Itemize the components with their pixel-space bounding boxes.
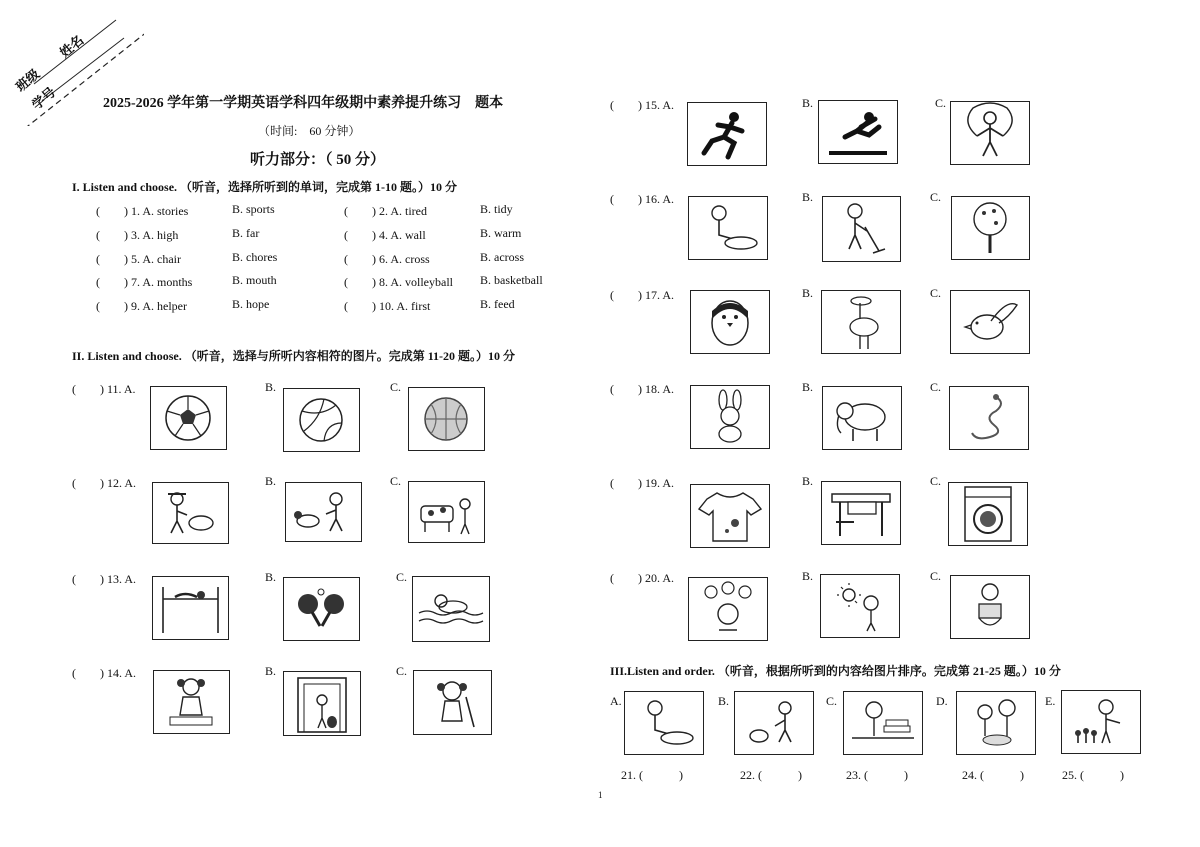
q2-option-b: B. tidy	[480, 202, 513, 216]
q17-image-a	[690, 290, 770, 354]
q11-image-b	[283, 388, 360, 452]
q20-label-c: C.	[930, 569, 942, 583]
q14-label-b: B.	[265, 664, 277, 678]
q15-image-a	[687, 102, 767, 166]
washing-machine-icon	[965, 487, 1011, 541]
q15-label-b: B.	[802, 96, 814, 110]
running-icon	[704, 112, 742, 157]
q2-option-a: ( ) 2. A. tired	[344, 204, 427, 218]
boy-feeding-dog-icon	[294, 493, 342, 531]
q10-option-a: ( ) 10. A. first	[344, 299, 431, 313]
order-letter-d: D.	[936, 694, 948, 708]
q16-label-c: C.	[930, 190, 942, 204]
q17-image-c	[950, 290, 1030, 354]
stamp-label-name: 姓名	[56, 32, 87, 61]
boy-feeding-cat-icon	[750, 702, 791, 742]
q19-label: ( ) 19. A.	[610, 476, 674, 490]
q5-option-a: ( ) 5. A. chair	[96, 252, 181, 266]
q20-image-a	[688, 577, 768, 641]
q19-image-c	[948, 482, 1028, 546]
q13-label-b: B.	[265, 570, 277, 584]
q12-image-c	[408, 481, 485, 543]
q16-image-c	[951, 196, 1030, 260]
q18-label-b: B.	[802, 380, 814, 394]
girl-feeding-pig-icon	[168, 493, 213, 533]
section1-heading: I. Listen and choose. （听音，选择所听到的单词，完成第 1-10 题。）10 分	[72, 180, 458, 194]
q17-image-b	[821, 290, 901, 354]
q17-label-b: B.	[802, 286, 814, 300]
q16-label-b: B.	[802, 190, 814, 204]
q17-label: ( ) 17. A.	[610, 288, 674, 302]
q20-image-b	[820, 574, 900, 638]
order-letter-e: E.	[1045, 694, 1056, 708]
girl-sweeping-icon	[437, 682, 474, 727]
answer-21[interactable]: 21. ( )	[621, 768, 683, 782]
q20-label: ( ) 20. A.	[610, 571, 674, 585]
q8-option-a: ( ) 8. A. volleyball	[344, 275, 453, 289]
q6-option-b: B. across	[480, 250, 524, 264]
q9-option-a: ( ) 9. A. helper	[96, 299, 187, 313]
boy-reading-icon	[979, 584, 1001, 625]
q19-label-c: C.	[930, 474, 942, 488]
q18-image-a	[690, 385, 770, 449]
q1-option-b: B. sports	[232, 202, 275, 216]
section3-heading: III.Listen and order. （听音，根据所听到的内容给图片排序。完成第 21-25 题。）10 分	[610, 664, 1061, 678]
q16-image-b	[822, 196, 901, 262]
penguin-icon	[712, 301, 748, 345]
q19-label-b: B.	[802, 474, 814, 488]
order-image-b	[734, 691, 814, 755]
q12-label-b: B.	[265, 474, 277, 488]
long-jump-icon	[829, 112, 887, 155]
sunny-boy-icon	[837, 583, 878, 631]
q14-label-c: C.	[396, 664, 408, 678]
stamp-label-class: 班级	[12, 66, 43, 95]
q18-image-b	[822, 386, 902, 450]
order-image-c	[843, 691, 923, 755]
q20-label-b: B.	[802, 569, 814, 583]
order-image-e	[1061, 690, 1141, 754]
basketball-icon	[425, 398, 467, 440]
boy-washing-clothes-icon	[712, 206, 757, 249]
q7-option-a: ( ) 7. A. months	[96, 275, 193, 289]
q12-image-a	[152, 482, 229, 544]
q15-label-c: C.	[935, 96, 947, 110]
q8-option-b: B. basketball	[480, 273, 543, 287]
soccer-ball-icon	[166, 396, 210, 440]
q4-option-a: ( ) 4. A. wall	[344, 228, 426, 242]
q11-image-a	[150, 386, 227, 450]
q12-label: ( ) 12. A.	[72, 476, 136, 490]
answer-25[interactable]: 25. ( )	[1062, 768, 1124, 782]
q13-image-c	[412, 576, 490, 642]
order-letter-c: C.	[826, 694, 838, 708]
q19-image-b	[821, 481, 901, 545]
q7-option-b: B. mouth	[232, 273, 277, 287]
q14-image-c	[413, 670, 492, 735]
q15-image-c	[950, 101, 1030, 165]
order-image-a	[624, 691, 704, 755]
q16-label: ( ) 16. A.	[610, 192, 674, 206]
q9-option-b: B. hope	[232, 297, 270, 311]
stamp-label-id: 学号	[28, 84, 59, 113]
q3-option-a: ( ) 3. A. high	[96, 228, 179, 242]
time-limit: （时间: 60 分钟）	[258, 124, 361, 138]
q20-image-c	[950, 575, 1030, 639]
q11-label-b: B.	[265, 380, 277, 394]
q19-image-a	[690, 484, 770, 548]
q16-image-a	[688, 196, 768, 260]
q13-image-b	[283, 577, 360, 641]
elephant-icon	[837, 403, 885, 441]
answer-23[interactable]: 23. ( )	[846, 768, 908, 782]
q15-label: ( ) 15. A.	[610, 98, 674, 112]
q3-option-b: B. far	[232, 226, 260, 240]
order-letter-b: B.	[718, 694, 730, 708]
order-image-d	[956, 691, 1036, 755]
girl-with-cow-icon	[421, 499, 470, 534]
q17-label-c: C.	[930, 286, 942, 300]
bird-icon	[965, 304, 1017, 339]
watering-tree-icon	[974, 203, 1006, 253]
q11-label: ( ) 11. A.	[72, 382, 136, 396]
high-jump-icon	[163, 587, 218, 633]
ostrich-icon	[850, 297, 878, 349]
girl-taking-out-trash-icon	[298, 678, 346, 732]
q13-label-c: C.	[396, 570, 408, 584]
swimming-icon	[419, 595, 483, 623]
q14-image-a	[153, 670, 230, 734]
q18-label-c: C.	[930, 380, 942, 394]
girl-with-books-icon	[852, 702, 914, 738]
boy-washing-icon	[648, 701, 693, 744]
answer-24[interactable]: 24. ( )	[962, 768, 1024, 782]
q14-image-b	[283, 671, 361, 736]
q14-label: ( ) 14. A.	[72, 666, 136, 680]
snake-icon	[972, 394, 1001, 438]
desk-icon	[832, 494, 890, 536]
q12-label-c: C.	[390, 474, 402, 488]
part-heading: 听力部分：（ 50 分）	[250, 152, 386, 168]
page-number: 1	[598, 790, 603, 800]
q12-image-b	[285, 482, 362, 542]
q13-label: ( ) 13. A.	[72, 572, 136, 586]
q5-option-b: B. chores	[232, 250, 278, 264]
q18-image-c	[949, 386, 1029, 450]
girl-watering-plants-icon	[1075, 700, 1120, 743]
q11-label-c: C.	[390, 380, 402, 394]
section2-heading: II. Listen and choose. （听音，选择与所听内容相符的图片。完成第 11-20 题。）10 分	[72, 349, 516, 363]
q1-option-a: ( ) 1. A. stories	[96, 204, 189, 218]
rabbit-icon	[719, 390, 741, 442]
q11-image-c	[408, 387, 485, 451]
boy-sweeping-icon	[848, 204, 885, 253]
q4-option-b: B. warm	[480, 226, 522, 240]
ping-pong-icon	[298, 589, 344, 626]
dirty-shirt-icon	[699, 493, 761, 541]
q10-option-b: B. feed	[480, 297, 515, 311]
volleyball-icon	[300, 399, 342, 441]
confused-boy-icon	[705, 582, 751, 630]
jump-rope-icon	[968, 103, 1012, 156]
answer-22[interactable]: 22. ( )	[740, 768, 802, 782]
page-title: 2025-2026 学年第一学期英语学科四年级期中素养提升练习 题本	[103, 96, 504, 111]
q15-image-b	[818, 100, 898, 164]
q6-option-a: ( ) 6. A. cross	[344, 252, 430, 266]
q18-label: ( ) 18. A.	[610, 382, 674, 396]
q13-image-a	[152, 576, 229, 640]
cooking-together-icon	[978, 700, 1015, 745]
girl-cleaning-floor-icon	[170, 679, 212, 725]
order-letter-a: A.	[610, 694, 622, 708]
